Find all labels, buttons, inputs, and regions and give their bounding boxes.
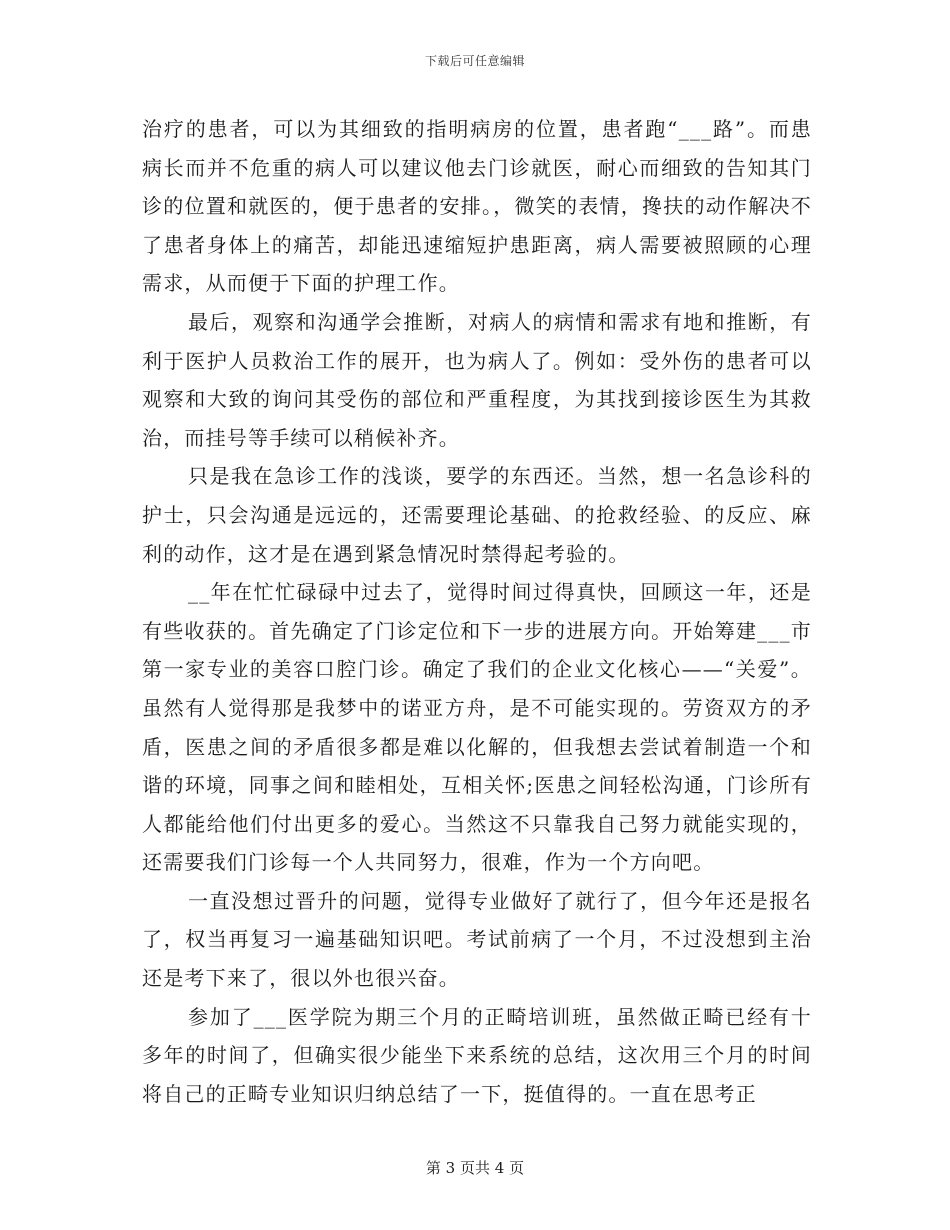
- paragraph: 参加了___医学院为期三个月的正畸培训班，虽然做正畸已经有十多年的时间了，但确实很少能坐下来系统的总结，这次用三个月的时间将自己的正畸专业知识归纳总结了一下，挺值得的。一直在思考正: [142, 1004, 812, 1106]
- page-footer: 第 3 页共 4 页: [425, 1159, 525, 1177]
- paragraph: 只是我在急诊工作的浅谈，要学的东西还。当然，想一名急诊科的护士，只会沟通是远远的，还需要理论基础、的抢救经验、的反应、麻利的动作，这才是在遇到紧急情况时禁得起考验的。: [142, 464, 812, 566]
- paragraph-continuation: 治疗的患者，可以为其细致的指明病房的位置，患者跑“___路”。而患病长而并不危重的病人可以建议他去门诊就医，耐心而细致的告知其门诊的位置和就医的，便于患者的安排。，微笑的表情，搀扶的动作解决不了患者身体上的痛苦，却能迅速缩短护患距离，病人需要被照顾的心理需求，从而便于下面的护理工作。: [142, 117, 812, 296]
- page-header: 下载后可任意编辑: [424, 54, 525, 68]
- paragraph: 一直没想过晋升的问题，觉得专业做好了就行了，但今年还是报名了，权当再复习一遍基础知识吧。考试前病了一个月，不过没想到主治还是考下来了，很以外也很兴奋。: [142, 888, 812, 991]
- paragraph: __年在忙忙碌碌中过去了，觉得时间过得真快，回顾这一年，还是有些收获的。首先确定了门诊定位和下一步的进展方向。开始筹建___市第一家专业的美容口腔门诊。确定了我们的企业文化核心——“关爱”。虽然有人觉得那是我梦中的诺亚方舟，是不可能实现的。劳资双方的矛盾，医患之间的矛盾很多都是难以化解的，但我想去尝试着制造一个和谐的环境，同事之间和睦相处，互相关怀;医患之间轻松沟通，门诊所有人都能给他们付出更多的爱心。当然这不只靠我自己努力就能实现的，还需要我们门诊每一个人共同努力，很难，作为一个方向吧。: [142, 580, 812, 875]
- paragraph: 最后，观察和沟通学会推断，对病人的病情和需求有地和推断，有利于医护人员救治工作的展开，也为病人了。例如：受外伤的患者可以观察和大致的询问其受伤的部位和严重程度，为其找到接诊医生为其救治，而挂号等手续可以稍候补齐。: [142, 309, 812, 450]
- document-body: [142, 110, 812, 1113]
